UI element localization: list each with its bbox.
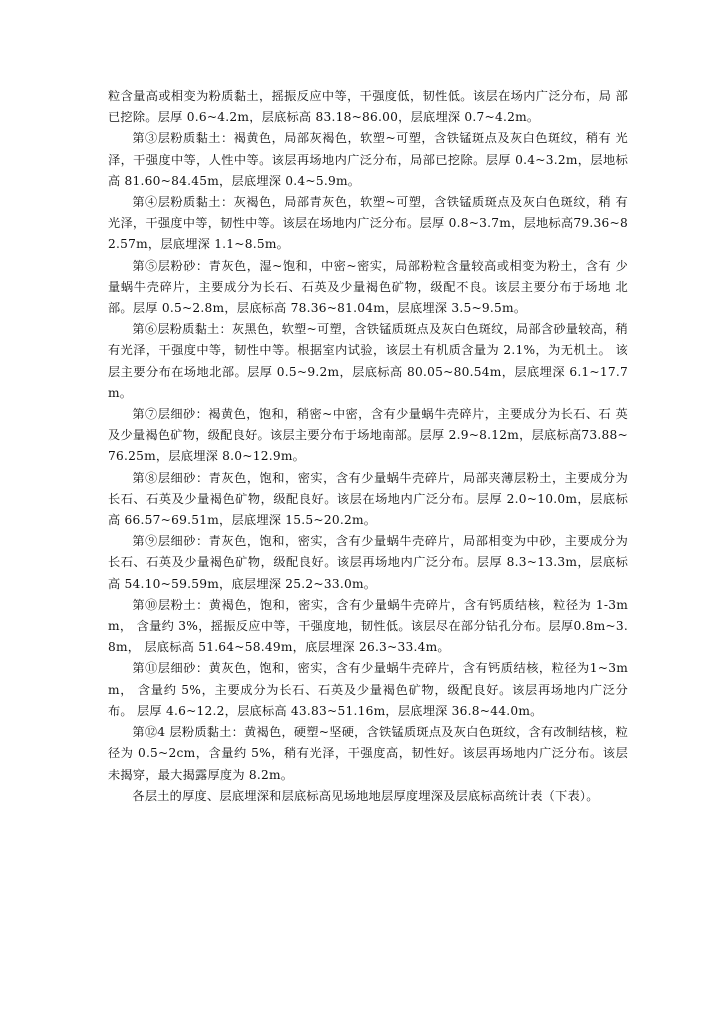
paragraph-layer-4: 第④层粉质黏土：灰褐色，局部青灰色，软塑~可塑，含铁锰质斑点及灰白色斑纹，稍 有光泽，干强度中等，韧性中等。该层在场地内广泛分布。层厚 0.8~3.7m，层地标高79.36~82.57m，层底埋深 1.1~8.5m。 bbox=[108, 195, 628, 252]
paragraph-layer-8: 第⑧层细砂：青灰色，饱和，密实，含有少量蜗牛壳碎片，局部夹薄层粉土，主要成分为长石、石英及少量褐色矿物，级配良好。该层在场地内广泛分布。层厚 2.0~10.0m，层底标高 66.57~69.51m，层底埋深 15.5~20.2m。 bbox=[108, 470, 628, 528]
paragraph-layer-10: 第⑩层粉土：黄褐色，饱和，密实，含有少量蜗牛壳碎片，含有钙质结核，粒径为 1-3mm， 含量约 3%，摇振反应中等，干强度地，韧性低。该层尽在部分钻孔分布。层厚0.8m~3.8m， 层底标高 51.64~58.49m，底层埋深 26.3~33.4m。 bbox=[108, 597, 628, 655]
paragraph-summary: 各层土的厚度、层底埋深和层底标高见场地地层厚度埋深及层底标高统计表（下表）。 bbox=[132, 788, 599, 803]
paragraph-layer-7: 第⑦层细砂：褐黄色，饱和，稍密~中密，含有少量蜗牛壳碎片，主要成分为长石、石 英及少量褐色矿物，级配良好。该层主要分布于场地南部。层厚 2.9~8.12m，层底标高73.88~76.25m，层底埋深 8.0~12.9m。 bbox=[108, 407, 628, 464]
paragraph-continuation: 粒含量高或相变为粉质黏土，摇振反应中等，干强度低，韧性低。该层在场内广泛分布，局 部已挖除。层厚 0.6~4.2m，层底标高 83.18~86.00，层底埋深 0.7~4.2m。 bbox=[108, 89, 628, 125]
paragraph-layer-9: 第⑨层细砂：青灰色，饱和，密实，含有少量蜗牛壳碎片，局部相变为中砂，主要成分为长石、石英及少量褐色矿物，级配良好。该层再场地内广泛分布。层厚 8.3~13.3m，层底标高 54.10~59.59m，底层埋深 25.2~33.0m。 bbox=[108, 534, 628, 591]
paragraph-layer-11: 第⑪层细砂：黄灰色，饱和，密实，含有少量蜗牛壳碎片，含有钙质结核，粒径为1~3mm， 含量约 5%，主要成分为长石、石英及少量褐色矿物，级配良好。该层再场地内广泛分布。 层厚 4.6~12.2，层底标高 43.83~51.16m，层底埋深 36.8~44.0m。 bbox=[108, 661, 628, 718]
paragraph-layer-5: 第⑤层粉砂：青灰色，湿~饱和，中密~密实，局部粉粒含量较高或相变为粉土，含有 少量蜗牛壳碎片，主要成分为长石、石英及少量褐色矿物，级配不良。该层主要分布于场地 北部。层厚 0.5~2.8m，层底标高 78.36~81.04m，层底埋深 3.5~9.5m。 bbox=[108, 258, 628, 316]
document-body bbox=[108, 86, 628, 807]
paragraph-layer-3: 第③层粉质黏土：褐黄色，局部灰褐色，软塑~可塑，含铁锰斑点及灰白色斑纹，稍有 光泽，干强度中等，人性中等。该层再场地内广泛分布，局部已挖除。层厚 0.4~3.2m，层地标高 81.60~84.45m，层底埋深 0.4~5.9m。 bbox=[108, 131, 628, 188]
paragraph-layer-6: 第⑥层粉质黏土：灰黑色，软塑~可塑，含铁锰质斑点及灰白色斑纹，局部含砂量较高，稍有光泽，干强度中等，韧性中等。根据室内试验，该层土有机质含量为 2.1%，为无机土。 该层主要分布在场地北部。层厚 0.5~9.2m，层底标高 80.05~80.54m，层底埋深 6.1~17.7m。 bbox=[108, 322, 628, 400]
paragraph-layer-12: 第⑫4 层粉质黏土：黄褐色，硬塑~坚硬，含铁锰质斑点及灰白色斑纹，含有改制结核，粒径为 0.5~2cm，含量约 5%，稍有光泽，干强度高，韧性好。该层再场地内广泛分布。该层未揭穿，最大揭露厚度为 8.2m。 bbox=[108, 725, 628, 782]
